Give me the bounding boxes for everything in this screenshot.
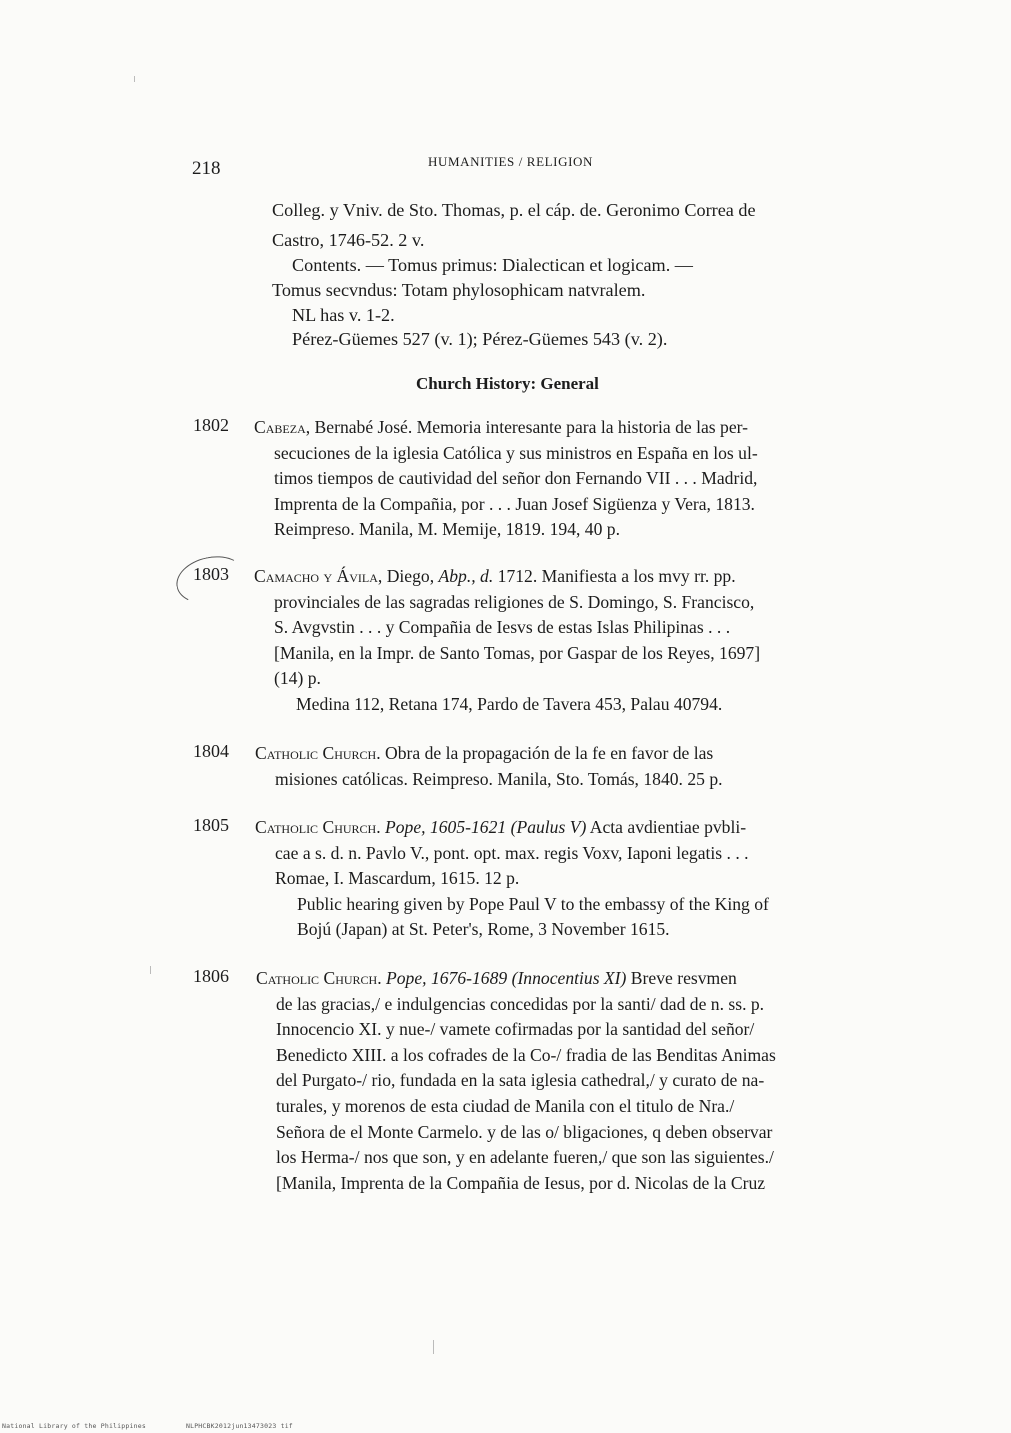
- footer-file-id: NLPHCBK2012jun13473023 tif: [185, 1422, 293, 1430]
- running-head: HUMANITIES / RELIGION: [428, 154, 593, 169]
- entry-line: misiones católicas. Reimpreso. Manila, Sto. Tomás, 1840. 25 p.: [275, 768, 723, 789]
- entry-line: Obra de la propagación de la fe en favor de las: [380, 743, 714, 763]
- continuation-line-6: Pérez-Güemes 527 (v. 1); Pérez-Güemes 543 (v. 2).: [292, 329, 668, 349]
- continuation-line-2: Castro, 1746-52. 2 v.: [272, 230, 425, 250]
- page-number: 218: [192, 158, 221, 179]
- continuation-line-4: Tomus secvndus: Totam phylosophicam natvralem.: [272, 280, 646, 300]
- entry-line: [Manila, Imprenta de la Compañia de Iesus, por d. Nicolas de la Cruz: [276, 1172, 766, 1193]
- footer-library: National Library of the Philippines: [2, 1422, 146, 1430]
- entry-line: Benedicto XIII. a los cofrades de la Co-/ fradia de las Benditas Animas: [276, 1044, 776, 1065]
- entry-text: [256, 966, 866, 1196]
- entry-author: Catholic Church.: [256, 968, 382, 988]
- entry-line: (14) p.: [274, 668, 321, 689]
- entry-text: [255, 815, 865, 943]
- entry-line: S. Avgvstin . . . y Compañia de Iesvs de estas Islas Philipinas . . .: [274, 617, 731, 638]
- entry-line: timos tiempos de cautividad del señor don Fernando VII . . . Madrid,: [274, 468, 758, 489]
- entry-line: Señora de el Monte Carmelo. y de las o/ bligaciones, q deben observar: [276, 1121, 773, 1142]
- scan-mark: [134, 76, 135, 82]
- entry-note: Medina 112, Retana 174, Pardo de Tavera 453, Palau 40794.: [296, 693, 723, 714]
- scan-mark: [150, 966, 151, 974]
- entry-line: de las gracias,/ e indulgencias concedidas por la santi/ dad de n. ss. p.: [276, 993, 765, 1014]
- section-heading: Church History: General: [416, 374, 599, 393]
- entry-line: Romae, I. Mascardum, 1615. 12 p.: [275, 868, 520, 889]
- entry-author: Camacho y Ávila,: [254, 566, 383, 586]
- continuation-line-5: NL has v. 1-2.: [292, 305, 395, 325]
- entry-line: 1712. Manifiesta a los mvy rr. pp.: [493, 566, 736, 586]
- entry-text: [254, 415, 864, 543]
- entry-heading-italic: Pope, 1676-1689 (Innocentius XI): [386, 968, 627, 988]
- entry-line: Breve resvmen: [626, 968, 737, 988]
- entry-line: Imprenta de la Compañia, por . . . Juan Josef Sigüenza y Vera, 1813.: [274, 493, 755, 514]
- entry-note: Bojú (Japan) at St. Peter's, Rome, 3 November 1615.: [297, 919, 670, 940]
- entry-number: 1803: [193, 564, 229, 584]
- entry-line: del Purgato-/ rio, fundada en la sata iglesia cathedral,/ y curato de na-: [276, 1070, 765, 1091]
- entry-line: turales, y morenos de esta ciudad de Manila con el titulo de Nra./: [276, 1095, 735, 1116]
- entry-text: [255, 741, 865, 792]
- entry-text: Camacho y Ávila, Diego, Abp., d. 1712. Manifiesta a los mvy rr. pp. provinciales de las sagradas religiones de S. Domingo, S. Francisco, S. Avgvstin . . . y Compañia de Iesvs de estas Islas Philipinas . . . [Manila, en la Impr. de Santo Tomas, por Gaspar de los Reyes, 1697] (14) p. Medina 112, Retana 174, Pardo de Tavera 453, Palau 40794.: [254, 564, 864, 718]
- entry-heading-italic: Pope, 1605-1621 (Paulus V): [385, 817, 587, 837]
- entry-note: Public hearing given by Pope Paul V to the embassy of the King of: [297, 893, 769, 914]
- entry-line: [Manila, en la Impr. de Santo Tomas, por Gaspar de los Reyes, 1697]: [274, 642, 761, 663]
- entry-line: Innocencio XI. y nue-/ vamete cofirmadas por la santidad del señor/: [276, 1019, 755, 1040]
- entry-line: Acta avdientiae pvbli-: [586, 817, 747, 837]
- entry-line: secuciones de la iglesia Católica y sus ministros en España en los ul-: [274, 442, 758, 463]
- entry-author: Catholic Church.: [255, 743, 381, 763]
- entry-line: Reimpreso. Manila, M. Memije, 1819. 194, 40 p.: [274, 519, 620, 540]
- entry-line: Bernabé José. Memoria interesante para la historia de las per-: [314, 417, 748, 437]
- continuation-line-1: Colleg. y Vniv. de Sto. Thomas, p. el cáp. de. Geronimo Correa de: [272, 200, 756, 220]
- entry-line: los Herma-/ nos que son, y en adelante fueren,/ que son las siguientes./: [276, 1147, 774, 1168]
- entry-author: Cabeza,: [254, 417, 311, 437]
- hand-drawn-circle-mark: [172, 550, 250, 610]
- scan-footer: [2, 1422, 293, 1430]
- entry-line: provinciales de las sagradas religiones de S. Domingo, S. Francisco,: [274, 591, 755, 612]
- entry-number: 1806: [193, 966, 229, 986]
- entry-number: 1805: [193, 815, 229, 835]
- entry-author: Catholic Church.: [255, 817, 381, 837]
- scan-mark: [433, 1340, 434, 1354]
- entry-line: cae a s. d. n. Pavlo V., pont. opt. max. regis Voxv, Iaponi legatis . . .: [275, 842, 749, 863]
- entry-number: 1804: [193, 741, 229, 761]
- entry-number: 1802: [193, 415, 229, 435]
- entry-author-title: Abp., d.: [438, 566, 494, 586]
- continuation-line-3: Contents. — Tomus primus: Dialectican et logicam. —: [292, 255, 693, 275]
